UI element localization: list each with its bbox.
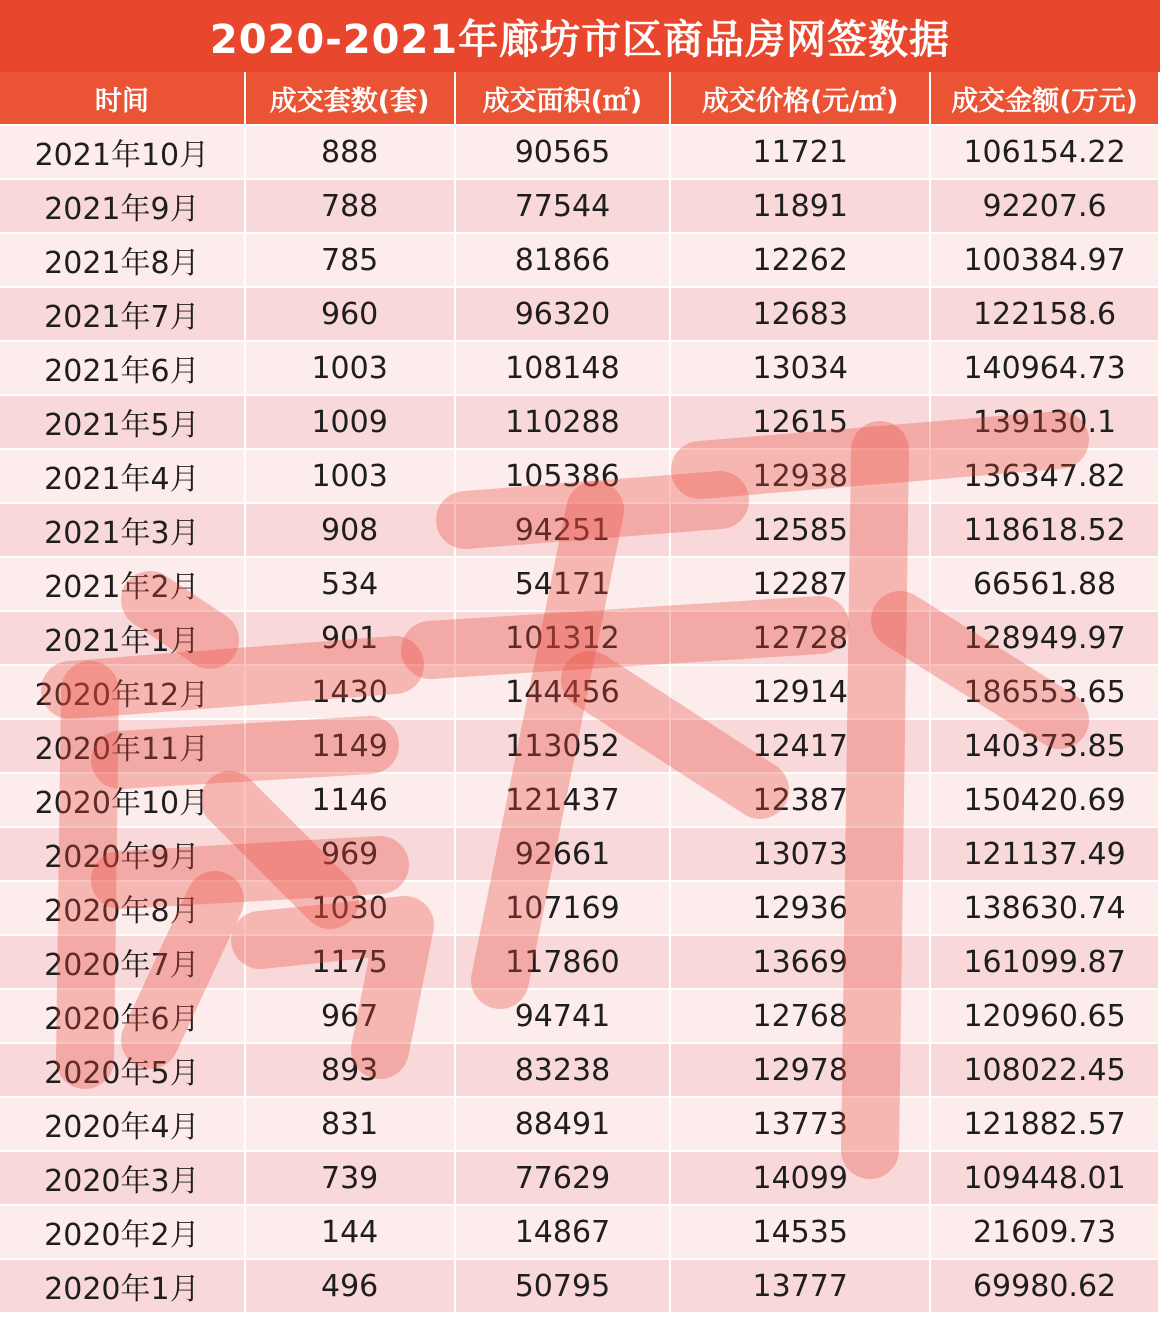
- table-row: [0, 773, 1159, 827]
- area-cell: 110288: [455, 395, 671, 449]
- area-cell: 121437: [455, 773, 671, 827]
- price-cell: 12287: [670, 557, 930, 611]
- column-header-area: 成交面积(㎡): [455, 72, 671, 125]
- table-row: [0, 395, 1159, 449]
- area-cell: 107169: [455, 881, 671, 935]
- area-cell: 92661: [455, 827, 671, 881]
- header-row: [0, 72, 1159, 125]
- table-row: [0, 233, 1159, 287]
- price-cell: 11721: [670, 125, 930, 179]
- price-cell: 12615: [670, 395, 930, 449]
- area-cell: 88491: [455, 1097, 671, 1151]
- price-cell: 13669: [670, 935, 930, 989]
- price-cell: 12683: [670, 287, 930, 341]
- time-cell: 2021年2月: [0, 557, 245, 611]
- price-cell: 12417: [670, 719, 930, 773]
- table-row: [0, 449, 1159, 503]
- time-cell: 2021年5月: [0, 395, 245, 449]
- area-cell: 108148: [455, 341, 671, 395]
- price-cell: 12938: [670, 449, 930, 503]
- units-cell: 1175: [245, 935, 455, 989]
- units-cell: 960: [245, 287, 455, 341]
- amount-cell: 121137.49: [930, 827, 1159, 881]
- time-cell: 2020年6月: [0, 989, 245, 1043]
- column-header-price: 成交价格(元/㎡): [670, 72, 930, 125]
- units-cell: 831: [245, 1097, 455, 1151]
- table-row: [0, 503, 1159, 557]
- time-cell: 2020年7月: [0, 935, 245, 989]
- units-cell: 967: [245, 989, 455, 1043]
- amount-cell: 136347.82: [930, 449, 1159, 503]
- data-table: [0, 72, 1160, 1314]
- table-row: [0, 341, 1159, 395]
- table-row: [0, 665, 1159, 719]
- area-cell: 77629: [455, 1151, 671, 1205]
- units-cell: 1030: [245, 881, 455, 935]
- units-cell: 1003: [245, 449, 455, 503]
- units-cell: 888: [245, 125, 455, 179]
- price-cell: 13777: [670, 1259, 930, 1313]
- amount-cell: 120960.65: [930, 989, 1159, 1043]
- column-header-units: 成交套数(套): [245, 72, 455, 125]
- area-cell: 113052: [455, 719, 671, 773]
- time-cell: 2020年10月: [0, 773, 245, 827]
- area-cell: 50795: [455, 1259, 671, 1313]
- column-header-time: 时间: [0, 72, 245, 125]
- area-cell: 77544: [455, 179, 671, 233]
- time-cell: 2020年5月: [0, 1043, 245, 1097]
- units-cell: 893: [245, 1043, 455, 1097]
- amount-cell: 140964.73: [930, 341, 1159, 395]
- time-cell: 2021年4月: [0, 449, 245, 503]
- table-row: [0, 935, 1159, 989]
- units-cell: 908: [245, 503, 455, 557]
- table-row: [0, 1151, 1159, 1205]
- units-cell: 496: [245, 1259, 455, 1313]
- time-cell: 2020年9月: [0, 827, 245, 881]
- time-cell: 2020年1月: [0, 1259, 245, 1313]
- amount-cell: 106154.22: [930, 125, 1159, 179]
- amount-cell: 66561.88: [930, 557, 1159, 611]
- amount-cell: 92207.6: [930, 179, 1159, 233]
- amount-cell: 69980.62: [930, 1259, 1159, 1313]
- price-cell: 12387: [670, 773, 930, 827]
- time-cell: 2021年8月: [0, 233, 245, 287]
- table-body: [0, 125, 1159, 1313]
- table-row: [0, 611, 1159, 665]
- area-cell: 54171: [455, 557, 671, 611]
- area-cell: 83238: [455, 1043, 671, 1097]
- time-cell: 2020年4月: [0, 1097, 245, 1151]
- area-cell: 101312: [455, 611, 671, 665]
- amount-cell: 118618.52: [930, 503, 1159, 557]
- time-cell: 2020年3月: [0, 1151, 245, 1205]
- amount-cell: 21609.73: [930, 1205, 1159, 1259]
- area-cell: 94251: [455, 503, 671, 557]
- time-cell: 2020年11月: [0, 719, 245, 773]
- price-cell: 13773: [670, 1097, 930, 1151]
- amount-cell: 139130.1: [930, 395, 1159, 449]
- area-cell: 14867: [455, 1205, 671, 1259]
- units-cell: 739: [245, 1151, 455, 1205]
- amount-cell: 161099.87: [930, 935, 1159, 989]
- table-row: [0, 989, 1159, 1043]
- amount-cell: 186553.65: [930, 665, 1159, 719]
- area-cell: 105386: [455, 449, 671, 503]
- amount-cell: 122158.6: [930, 287, 1159, 341]
- time-cell: 2020年2月: [0, 1205, 245, 1259]
- units-cell: 1003: [245, 341, 455, 395]
- table-row: [0, 1097, 1159, 1151]
- area-cell: 144456: [455, 665, 671, 719]
- table-row: [0, 557, 1159, 611]
- time-cell: 2020年8月: [0, 881, 245, 935]
- table-row: [0, 1043, 1159, 1097]
- area-cell: 94741: [455, 989, 671, 1043]
- price-cell: 14099: [670, 1151, 930, 1205]
- units-cell: 901: [245, 611, 455, 665]
- amount-cell: 140373.85: [930, 719, 1159, 773]
- units-cell: 788: [245, 179, 455, 233]
- price-cell: 12914: [670, 665, 930, 719]
- units-cell: 1430: [245, 665, 455, 719]
- area-cell: 81866: [455, 233, 671, 287]
- area-cell: 117860: [455, 935, 671, 989]
- time-cell: 2021年7月: [0, 287, 245, 341]
- amount-cell: 121882.57: [930, 1097, 1159, 1151]
- price-cell: 14535: [670, 1205, 930, 1259]
- time-cell: 2021年9月: [0, 179, 245, 233]
- time-cell: 2021年6月: [0, 341, 245, 395]
- units-cell: 144: [245, 1205, 455, 1259]
- units-cell: 534: [245, 557, 455, 611]
- units-cell: 785: [245, 233, 455, 287]
- time-cell: 2021年1月: [0, 611, 245, 665]
- area-cell: 90565: [455, 125, 671, 179]
- area-cell: 96320: [455, 287, 671, 341]
- price-cell: 12585: [670, 503, 930, 557]
- units-cell: 969: [245, 827, 455, 881]
- amount-cell: 138630.74: [930, 881, 1159, 935]
- table-row: [0, 1259, 1159, 1313]
- price-cell: 13073: [670, 827, 930, 881]
- table-row: [0, 827, 1159, 881]
- table-row: [0, 287, 1159, 341]
- column-header-amount: 成交金额(万元): [930, 72, 1159, 125]
- units-cell: 1149: [245, 719, 455, 773]
- price-cell: 11891: [670, 179, 930, 233]
- table-row: [0, 179, 1159, 233]
- units-cell: 1146: [245, 773, 455, 827]
- price-cell: 12728: [670, 611, 930, 665]
- time-cell: 2020年12月: [0, 665, 245, 719]
- units-cell: 1009: [245, 395, 455, 449]
- time-cell: 2021年3月: [0, 503, 245, 557]
- amount-cell: 109448.01: [930, 1151, 1159, 1205]
- price-cell: 12262: [670, 233, 930, 287]
- price-cell: 12768: [670, 989, 930, 1043]
- amount-cell: 150420.69: [930, 773, 1159, 827]
- table-row: [0, 719, 1159, 773]
- amount-cell: 100384.97: [930, 233, 1159, 287]
- time-cell: 2021年10月: [0, 125, 245, 179]
- price-cell: 13034: [670, 341, 930, 395]
- table-row: [0, 881, 1159, 935]
- amount-cell: 128949.97: [930, 611, 1159, 665]
- page-title: 2020-2021年廊坊市区商品房网签数据: [0, 0, 1160, 72]
- table-row: [0, 125, 1159, 179]
- price-cell: 12936: [670, 881, 930, 935]
- table-row: [0, 1205, 1159, 1259]
- price-cell: 12978: [670, 1043, 930, 1097]
- amount-cell: 108022.45: [930, 1043, 1159, 1097]
